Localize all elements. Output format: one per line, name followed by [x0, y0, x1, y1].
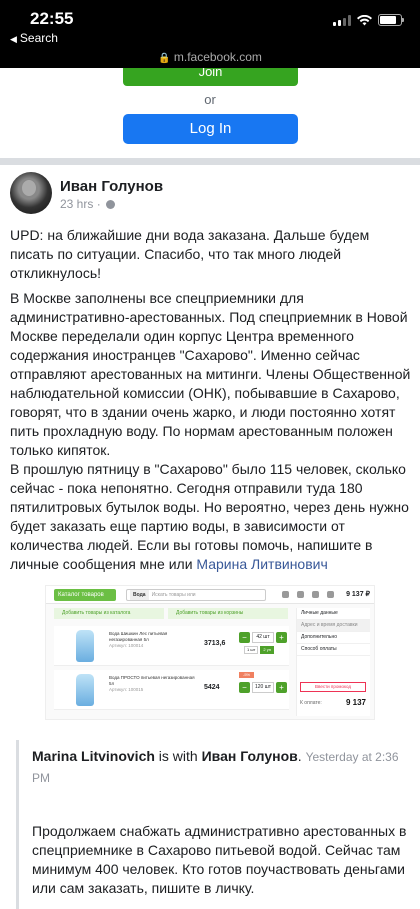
- clock: 22:55: [30, 9, 74, 28]
- water-bottle-image: [76, 674, 94, 706]
- shared-with-name[interactable]: Иван Голунов: [201, 748, 298, 764]
- unit-a: 1 шт: [244, 646, 258, 654]
- shared-sep: .: [297, 748, 306, 764]
- shop-item-name: [109, 631, 199, 649]
- back-arrow-icon: ◀: [10, 34, 17, 44]
- shop-item-discount: -5%: [239, 672, 254, 678]
- shop-promo-button: Ввести промокод: [300, 682, 366, 692]
- back-to-search-button[interactable]: [10, 31, 58, 45]
- status-bar: [0, 0, 420, 68]
- join-button[interactable]: Join: [123, 68, 298, 86]
- shop-search-chip: Вода: [130, 590, 149, 600]
- lock-icon: 🔒: [158, 53, 171, 64]
- water-bottle-image: [76, 630, 94, 662]
- cart-icon: [327, 591, 334, 598]
- post-time[interactable]: 23 hrs: [60, 197, 94, 211]
- shared-time[interactable]: Yesterday at 2:36 PM: [32, 750, 399, 785]
- user-icon: [282, 591, 289, 598]
- shop-pay-total: [300, 700, 366, 707]
- post-meta: [60, 197, 115, 211]
- mention-link[interactable]: Марина Литвинович: [196, 556, 328, 572]
- shop-icons: [282, 591, 334, 598]
- list-icon: [312, 591, 319, 598]
- minus-icon: −: [239, 632, 250, 643]
- shared-with-text: is with: [154, 748, 202, 764]
- url-text: m.facebook.com: [173, 50, 262, 64]
- shop-search: [126, 589, 266, 601]
- status-icons: [333, 14, 402, 26]
- meta-dot: ·: [96, 197, 101, 211]
- side-item: Дополнительно: [297, 632, 370, 644]
- pay-label: К оплате:: [300, 700, 322, 706]
- item-sku: Артикул: 100014: [109, 643, 144, 648]
- attached-photo[interactable]: [45, 585, 375, 720]
- qty-value: 120 шт: [252, 682, 274, 693]
- shop-item-qty: [239, 682, 287, 693]
- auth-prompt: [0, 68, 420, 158]
- shop-catalog-button: Каталог товаров: [54, 589, 116, 601]
- shared-post-text: Продолжаем снабжать административно арестованных в спецприемнике в Сахарово питьевой водой. Сейчас там минимум 400 человек. Кто готов поучаствовать деньгами или сам заказать, пишите в личку.: [32, 823, 407, 896]
- wifi-icon: [357, 15, 372, 26]
- plus-icon: +: [276, 682, 287, 693]
- post-body-text: [10, 289, 415, 574]
- side-item: Способ оплаты: [297, 644, 370, 656]
- post-author[interactable]: Иван Голунов: [60, 178, 164, 195]
- shop-item-price: 3713,6: [204, 640, 226, 647]
- battery-icon: [378, 14, 402, 26]
- battery-level: [380, 16, 396, 24]
- shop-item-qty: [239, 632, 287, 643]
- shop-cart-total: 9 137 ₽: [346, 591, 370, 598]
- shop-header: [46, 586, 375, 604]
- shared-post-header: [32, 746, 412, 788]
- shop-item-name: [109, 675, 199, 693]
- login-button[interactable]: Log In: [123, 114, 298, 144]
- minus-icon: −: [239, 682, 250, 693]
- shared-author[interactable]: Marina Litvinovich: [32, 748, 155, 764]
- shop-item-row: [54, 626, 289, 666]
- signal-icon: [333, 15, 351, 26]
- shop-item-row: [54, 670, 289, 710]
- shared-post[interactable]: [16, 740, 416, 909]
- plus-icon: +: [276, 632, 287, 643]
- item-name: Вода Шишкин Лес питьевая негазированная 5л: [109, 631, 168, 642]
- item-sku: Артикул: 100015: [109, 687, 144, 692]
- or-separator: or: [204, 92, 216, 107]
- author-avatar[interactable]: [10, 172, 52, 214]
- pay-value: 9 137: [345, 698, 366, 707]
- shop-search-placeholder: Искать товары или: [151, 592, 196, 598]
- address-bar[interactable]: [0, 50, 420, 64]
- unit-b: 2 уп: [260, 646, 274, 654]
- item-name: Вода ПРОСТО питьевая негазированная 5л: [109, 675, 195, 686]
- globe-icon: [106, 200, 115, 209]
- shop-unit-toggle: [244, 646, 274, 654]
- shop-item-price: 5424: [204, 684, 220, 691]
- post-header: [10, 172, 410, 218]
- section-divider: [0, 158, 420, 165]
- post-update-text: UPD: на ближайшие дни вода заказана. Дальше будем писать по ситуации. Спасибо, что так много людей откликнулось!: [10, 227, 370, 281]
- post-body: В Москве заполнены все спецприемники для административно-арестованных. Под спецприемник в Новой Москве переделали один корпус Центра временного содержания иностранцев "Сахарово". Именно сейчас отправляют арестованных на митинги. Члены Общественной наблюдательной комиссии (ОНК), побывавшие в Сахарово, говорят, что в здании очень жарко, и люди постоянно хотят пить прохладную воду. По нормам арестованным положен только кипяток. В прошлую пятницу в "Сахарово" было 115 человек, сколько сейчас - пока непонятно. Сегодня отправили туда 180 пятилитровых бутылок воды. Но вероятно, через день нужно будет заказать еще партию воды, в зависимости от количества людей. Если вы готовы помочь, напишите в личные сообщения мне или: [10, 290, 411, 572]
- back-label: Search: [19, 31, 58, 45]
- side-item: Личные данные: [297, 608, 370, 620]
- shop-add-from-cart: Добавить товары из корзины: [168, 608, 288, 619]
- heart-icon: [297, 591, 304, 598]
- shop-add-from-catalog: Добавить товары из каталога: [54, 608, 164, 619]
- qty-value: 42 шт: [252, 632, 274, 643]
- side-item: Адрес и время доставки: [297, 620, 370, 632]
